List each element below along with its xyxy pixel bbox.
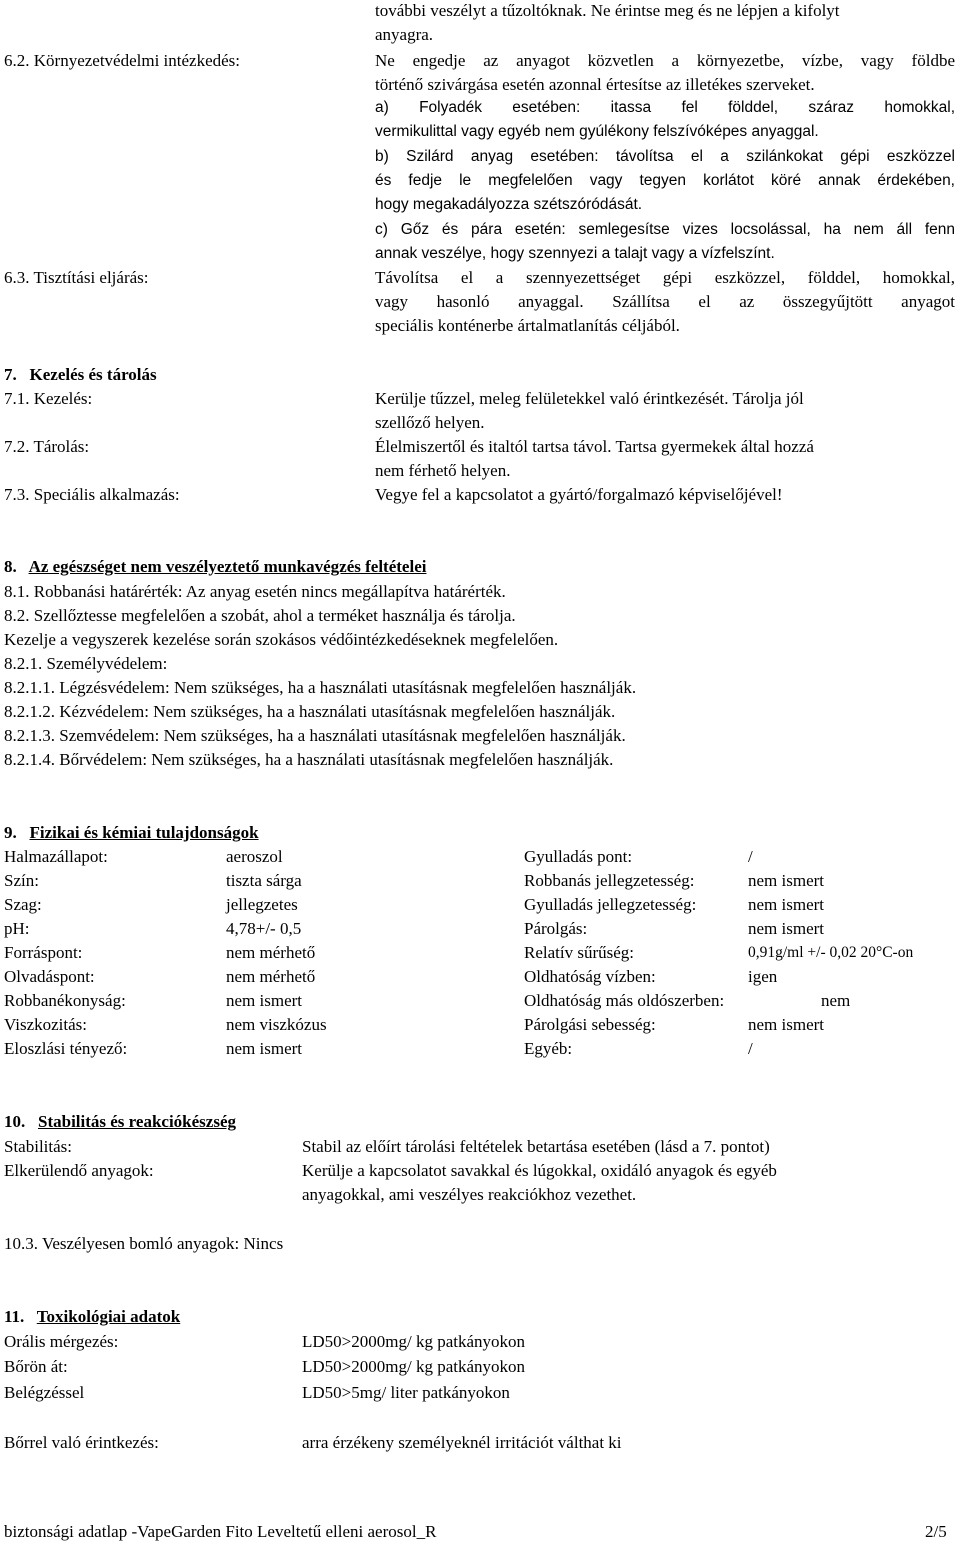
section-7-heading [4, 364, 157, 386]
env-measures-text-2: történő szivárgása esetén azonnal értesítse az illetékes szerveket. [375, 75, 815, 94]
prop-value: igen [748, 967, 778, 986]
tox-value: LD50>5mg/ liter patkányokon [302, 1383, 510, 1402]
cleaning-text: Távolítsa el a szennyezettséget gépi eszközzel, földdel, homokkal, [375, 268, 955, 287]
section-7-title: Kezelés és tárolás [29, 365, 157, 384]
avoid-text-2: anyagokkal, ami veszélyes reakciókhoz vezethet. [302, 1185, 637, 1204]
avoid-label: Elkerülendő anyagok: [4, 1161, 154, 1180]
sec8-line: 8.2. Szellőztesse megfelelően a szobát, ahol a terméket használja és tárolja. [4, 606, 516, 625]
prop-label: Gyulladás pont: [524, 847, 633, 866]
storage-label: 7.2. Tárolás: [4, 437, 90, 456]
env-measures-label: 6.2. Környezetvédelmi intézkedés: [4, 51, 241, 70]
prop-label: Szín: [4, 871, 39, 890]
footer-document-title: biztonsági adatlap -VapeGarden Fito Leveltetű elleni aerosol_R [4, 1522, 437, 1541]
tox-label: Bőrön át: [4, 1357, 68, 1376]
section-10-heading [4, 1111, 236, 1133]
sec8-line: 8.1. Robbanási határérték: Az anyag esetén nincs megállapítva határérték. [4, 582, 506, 601]
sec8-line: 8.2.1.1. Légzésvédelem: Nem szükséges, ha a használati utasításnak megfelelően használják. [4, 678, 637, 697]
prop-label: Halmazállapot: [4, 847, 108, 866]
skin-contact-label: Bőrrel való érintkezés: [4, 1433, 159, 1452]
section-8-title: Az egészséget nem veszélyeztető munkavégzés feltételei [28, 557, 427, 576]
skin-contact-value: arra érzékeny személyeknél irritációt válthat ki [302, 1433, 622, 1452]
sec8-line: 8.2.1.4. Bőrvédelem: Nem szükséges, ha a használati utasításnak megfelelően használják. [4, 750, 614, 769]
tox-value: LD50>2000mg/ kg patkányokon [302, 1357, 526, 1376]
prop-value: / [748, 1039, 753, 1058]
prop-label: Eloszlási tényező: [4, 1039, 128, 1058]
prop-label: Párolgási sebesség: [524, 1015, 656, 1034]
prop-value: nem mérhető [226, 967, 316, 986]
special-use-label: 7.3. Speciális alkalmazás: [4, 485, 180, 504]
env-solid-text-3: hogy megakadályozza szétszóródását. [375, 196, 643, 213]
sec8-line: 8.2.1.3. Szemvédelem: Nem szükséges, ha a használati utasításnak megfelelően használják. [4, 726, 626, 745]
handling-label: 7.1. Kezelés: [4, 389, 93, 408]
env-solid-text: b) Szilárd anyag esetében: távolítsa el a szilánkokat gépi eszközzel [375, 148, 955, 165]
prop-label: Oldhatóság vízben: [524, 967, 656, 986]
sec8-line: 8.2.1. Személyvédelem: [4, 654, 168, 673]
env-continuation-line-2: anyagra. [375, 25, 434, 44]
storage-text: Élelmiszertől és italtól tartsa távol. Tartsa gyermekek által hozzá [375, 437, 814, 456]
prop-label: pH: [4, 919, 30, 938]
cleaning-text-2: vagy hasonló anyaggal. Szállítsa el az összegyűjtött anyagot [375, 292, 955, 311]
section-11-number: 11. [4, 1307, 25, 1326]
section-10-number: 10. [4, 1112, 26, 1131]
prop-label: Robbanékonyság: [4, 991, 126, 1010]
prop-label: Gyulladás jellegzetesség: [524, 895, 697, 914]
storage-text-2: nem férhető helyen. [375, 461, 511, 480]
prop-value: 0,91g/ml +/- 0,02 20°C-on [748, 944, 914, 961]
section-7-number: 7. [4, 365, 17, 384]
tox-label: Belégzéssel [4, 1383, 85, 1402]
decomposition-text: 10.3. Veszélyesen bomló anyagok: Nincs [4, 1234, 284, 1253]
sec8-line: Kezelje a vegyszerek kezelése során szokásos védőintézkedéseknek megfelelően. [4, 630, 559, 649]
section-8-number: 8. [4, 557, 17, 576]
section-11-heading [4, 1306, 180, 1328]
prop-label: Egyéb: [524, 1039, 573, 1058]
prop-value: nem mérhető [226, 943, 316, 962]
prop-value: nem ismert [226, 991, 303, 1010]
prop-value: nem ismert [226, 1039, 303, 1058]
cleaning-text-3: speciális konténerbe ártalmatlanítás céljából. [375, 316, 680, 335]
env-continuation-line: további veszélyt a tűzoltóknak. Ne érintse meg és ne lépjen a kifolyt [375, 1, 840, 20]
section-9-title: Fizikai és kémiai tulajdonságok [29, 823, 259, 842]
section-11-title: Toxikológiai adatok [36, 1307, 181, 1326]
tox-value: LD50>2000mg/ kg patkányokon [302, 1332, 526, 1351]
handling-text-2: szellőző helyen. [375, 413, 485, 432]
env-solid-text-2: és fedje le megfelelően vagy tegyen korlátot köré annak érdekében, [375, 172, 955, 189]
prop-label: Párolgás: [524, 919, 588, 938]
prop-label: Szag: [4, 895, 42, 914]
footer-page-number: 2/5 [925, 1522, 947, 1541]
env-vapour-text-2: annak veszélye, hogy szennyezi a talajt vagy a vízfelszínt. [375, 245, 775, 262]
cleaning-label: 6.3. Tisztítási eljárás: [4, 268, 149, 287]
section-9-heading [4, 822, 259, 844]
section-9-number: 9. [4, 823, 17, 842]
prop-value: tiszta sárga [226, 871, 302, 890]
env-vapour-text: c) Gőz és pára esetén: semlegesítse vizes locsolással, ha nem áll fenn [375, 221, 955, 238]
env-liquid-text: a) Folyadék esetében: itassa fel földdel, száraz homokkal, [375, 99, 955, 116]
prop-value: nem ismert [748, 1015, 825, 1034]
prop-value: / [748, 847, 753, 866]
prop-value: nem ismert [748, 895, 825, 914]
avoid-text: Kerülje a kapcsolatot savakkal és lúgokkal, oxidáló anyagok és egyéb [302, 1161, 777, 1180]
prop-label: Relatív sűrűség: [524, 943, 635, 962]
prop-label: Viszkozitás: [4, 1015, 88, 1034]
prop-value: nem viszkózus [226, 1015, 327, 1034]
prop-label: Olvadáspont: [4, 967, 95, 986]
env-measures-text: Ne engedje az anyagot közvetlen a környezetbe, vízbe, vagy földbe [375, 51, 955, 70]
prop-label: Oldhatóság más oldószerben: [524, 991, 725, 1010]
tox-label: Orális mérgezés: [4, 1332, 119, 1351]
sec8-line: 8.2.1.2. Kézvédelem: Nem szükséges, ha a használati utasításnak megfelelően használják. [4, 702, 616, 721]
env-liquid-text-2: vermikulittal vagy egyéb nem gyúlékony felszívóképes anyaggal. [375, 123, 819, 140]
prop-label: Robbanás jellegzetesség: [524, 871, 695, 890]
prop-value: jellegzetes [226, 895, 298, 914]
prop-value: nem ismert [748, 919, 825, 938]
special-use-text: Vegye fel a kapcsolatot a gyártó/forgalmazó képviselőjével! [375, 485, 783, 504]
prop-value: 4,78+/- 0,5 [226, 919, 302, 938]
prop-value: aeroszol [226, 847, 283, 866]
handling-text: Kerülje tűzzel, meleg felületekkel való érintkezését. Tárolja jól [375, 389, 804, 408]
prop-value: nem ismert [748, 871, 825, 890]
prop-label: Forráspont: [4, 943, 83, 962]
section-10-title: Stabilitás és reakciókészség [38, 1112, 237, 1131]
stability-text: Stabil az előírt tárolási feltételek betartása esetében (lásd a 7. pontot) [302, 1137, 770, 1156]
section-8-heading [4, 556, 426, 578]
stability-label: Stabilitás: [4, 1137, 72, 1156]
prop-value: nem [821, 991, 851, 1010]
